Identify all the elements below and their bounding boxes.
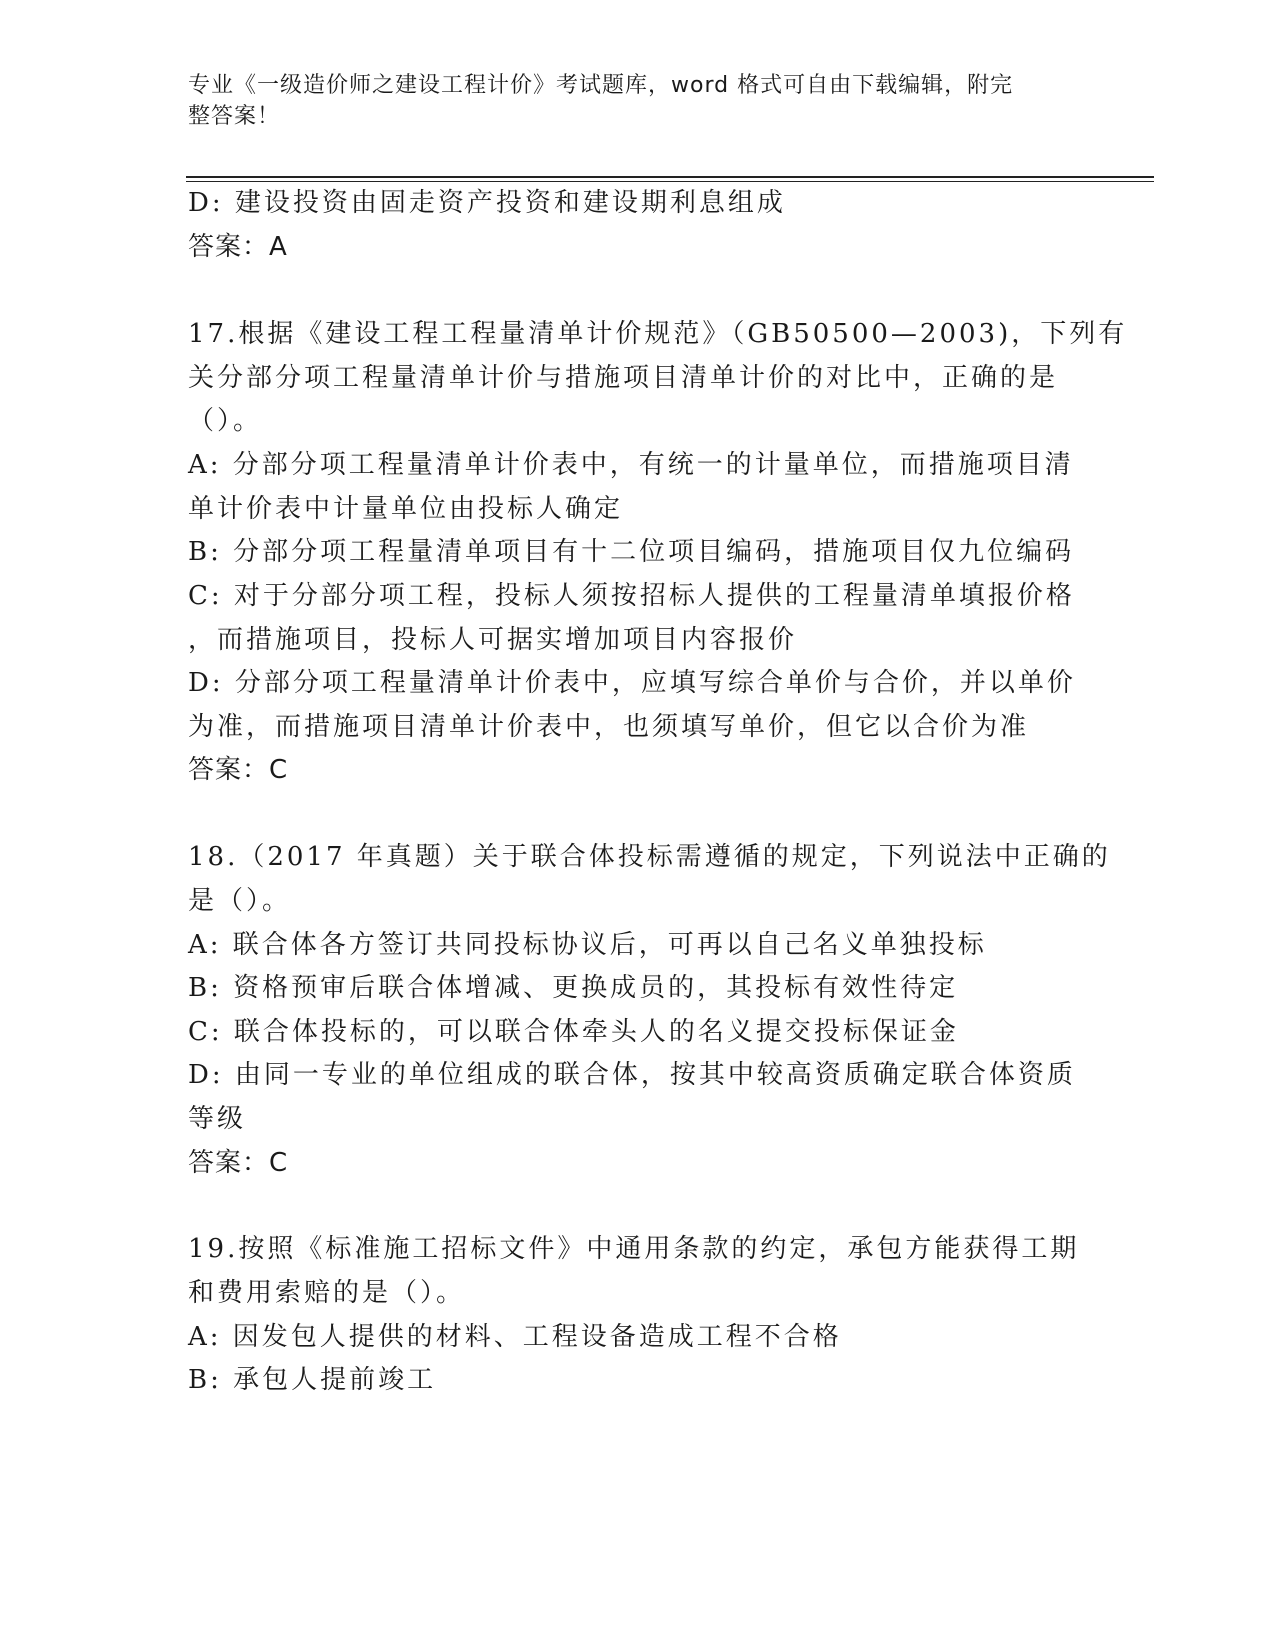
q18-stem-1: 18.（2017 年真题）关于联合体投标需遵循的规定，下列说法中正确的 <box>188 842 1111 872</box>
q18-stem-2: 是（）。 <box>188 886 292 916</box>
q19-stem-1: 19.按照《标准施工招标文件》中通用条款的约定，承包方能获得工期 <box>188 1234 1080 1264</box>
q19-option-b: B: 承包人提前竣工 <box>188 1365 437 1395</box>
q18-option-d-1: D: 由同一专业的单位组成的联合体，按其中较高资质确定联合体资质 <box>188 1060 1076 1090</box>
header-line-2: 整答案！ <box>188 104 281 129</box>
page-header <box>188 70 1068 132</box>
header-rule-thin <box>186 181 1154 182</box>
q18-option-a: A: 联合体各方签订共同投标协议后，可再以自己名义单独投标 <box>188 930 987 960</box>
q18-option-d-2: 等级 <box>188 1104 247 1134</box>
prev-option-d: D: 建设投资由固走资产投资和建设期利息组成 <box>188 188 786 218</box>
q17-stem-3: （）。 <box>188 406 263 436</box>
q18-option-c: C: 联合体投标的，可以联合体牵头人的名义提交投标保证金 <box>188 1017 959 1047</box>
q18-answer: 答案：C <box>188 1148 289 1178</box>
q17-option-a-1: A: 分部分项工程量清单计价表中，有统一的计量单位，而措施项目清 <box>188 450 1074 480</box>
q17-option-d-1: D: 分部分项工程量清单计价表中，应填写综合单价与合价，并以单价 <box>188 668 1076 698</box>
q17-option-c-1: C: 对于分部分项工程，投标人须按招标人提供的工程量清单填报价格 <box>188 581 1075 611</box>
header-line-1: 专业《一级造价师之建设工程计价》考试题库，word 格式可自由下载编辑，附完 <box>188 73 1014 98</box>
q19-option-a: A: 因发包人提供的材料、工程设备造成工程不合格 <box>188 1322 842 1352</box>
q18-option-b: B: 资格预审后联合体增减、更换成员的，其投标有效性待定 <box>188 973 959 1003</box>
q19-stem-2: 和费用索赔的是（）。 <box>188 1278 466 1308</box>
q17-answer: 答案：C <box>188 755 289 785</box>
prev-answer: 答案：A <box>188 232 288 262</box>
q17-option-d-2: 为准，而措施项目清单计价表中，也须填写单价，但它以合价为准 <box>188 712 1030 742</box>
q17-option-c-2: ，而措施项目，投标人可据实增加项目内容报价 <box>188 625 798 655</box>
q17-stem-1: 17.根据《建设工程工程量清单计价规范》（GB50500—2003)，下列有 <box>188 319 1128 349</box>
header-rule-thick <box>186 176 1154 178</box>
q17-stem-2: 关分部分项工程量清单计价与措施项目清单计价的对比中，正确的是 <box>188 363 1059 393</box>
q17-option-a-2: 单计价表中计量单位由投标人确定 <box>188 494 624 524</box>
q17-option-b: B: 分部分项工程量清单项目有十二位项目编码，措施项目仅九位编码 <box>188 537 1075 567</box>
